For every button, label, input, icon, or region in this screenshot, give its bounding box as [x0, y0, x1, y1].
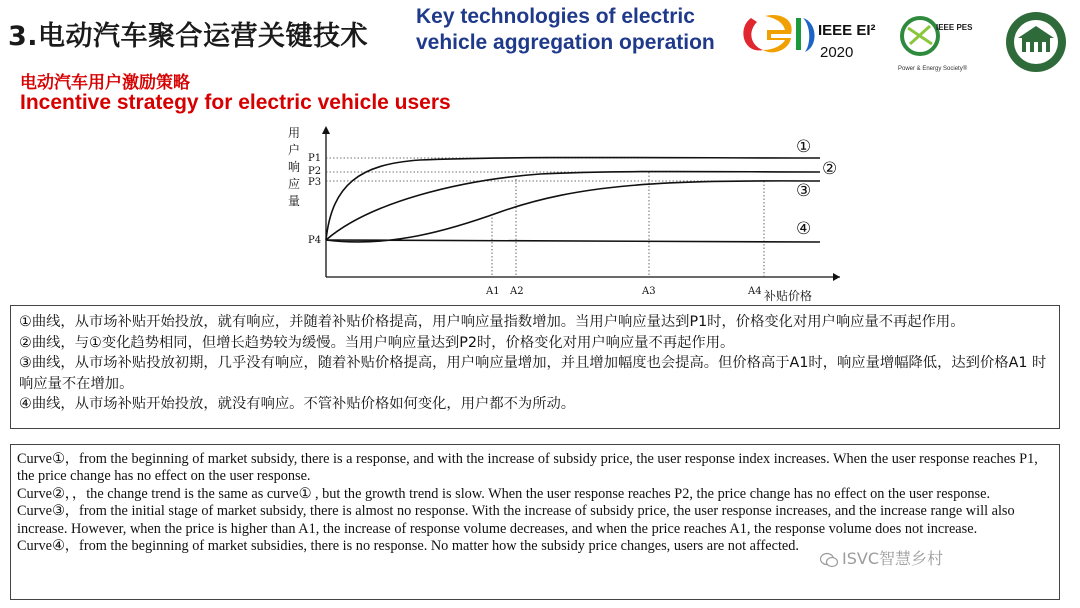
curve-3: [326, 181, 820, 242]
description-cn-curve-4: ④曲线，从市场补贴开始投放，就没有响应。不管补贴价格如何变化，用户都不为所动。: [19, 396, 576, 412]
section-title-cn: 电动汽车用户激励策略: [20, 73, 190, 93]
ieee-ei-logo-text: IEEE EI²: [818, 22, 876, 39]
description-en-curve-4: Curve④，from the beginning of market subsidies, there is no response. No matter how the subsidy price changes, users are not affected.: [17, 538, 799, 555]
y-tick-p1: P1: [308, 153, 322, 164]
ieee-pes-logo: [896, 10, 986, 74]
ieee-ei-logo: [741, 10, 819, 58]
watermark: [820, 546, 943, 569]
section-title-en: Incentive strategy for electric vehicle users: [20, 91, 451, 114]
description-cn-curve-2: ②曲线，与①变化趋势相同，但增长趋势较为缓慢。当用户响应量达到P2时，价格变化对用户响应量不再起作用。: [19, 334, 735, 351]
description-cn-curve-1: ①曲线，从市场补贴开始投放，就有响应，并随着补贴价格提高，用户响应量指数增加。当用户响应量达到P1时，价格变化对用户响应量不再起作用。: [19, 314, 965, 330]
description-box-cn: [10, 305, 1060, 429]
x-tick-a1: A1: [486, 286, 500, 297]
pes-ieee-text: IEEE PES: [936, 23, 973, 32]
description-en-curve-3: Curve③，from the initial stage of market subsidy, there is almost no response. With the increase of subsidy price, the user response increases, and the increase range will also increase. However, when the price is higher than A1, the increase of response volume decreases, and when the price reaches A1, the response volume does not increase.: [17, 503, 1015, 537]
ieee-ei-year: 2020: [820, 44, 854, 61]
pes-society-text: Power & Energy Society®: [898, 66, 968, 72]
curve-1: [326, 158, 820, 241]
x-axis-label: 补贴价格: [764, 289, 813, 303]
description-en-curve-1: Curve①，from the beginning of market subsidy, there is a response, and with the increase of subsidy price, the user response index increases. When the user response reaches P1, the price change has no effect on the user response.: [17, 451, 1038, 485]
curve-2-label: ②: [822, 159, 838, 179]
description-en-curve-2: Curve②，，the change trend is the same as curve① , but the growth trend is slow. When the user response reaches P2, the price change has no effect on the user response.: [17, 485, 991, 502]
y-tick-p4: P4: [308, 235, 322, 246]
curve-1-label: ①: [796, 137, 812, 157]
y-tick-p3: P3: [308, 177, 322, 188]
curve-4-label: ④: [796, 219, 812, 239]
response-curve-chart: [280, 122, 860, 304]
wechat-icon: [820, 552, 838, 568]
x-axis-arrow: [833, 273, 840, 281]
x-tick-a2: A2: [510, 286, 524, 297]
page-title-cn: 3.电动汽车聚合运营关键技术: [8, 21, 369, 52]
curve-4: [326, 240, 820, 242]
description-cn-curve-3: ③曲线，从市场补贴投放初期，几乎没有响应，随着补贴价格提高，用户响应量增加，并且增加幅度也会提高。但价格高于A1时，响应量增幅降低，达到价格A1 时响应量不在增加。: [19, 355, 1047, 392]
y-axis-arrow: [322, 126, 330, 134]
watermark-text: ISVC智慧乡村: [842, 549, 943, 568]
x-tick-a4: A4: [748, 286, 762, 297]
y-axis-label: 用 户 响 应 量: [288, 126, 301, 208]
university-crest-logo: [1004, 10, 1068, 74]
x-tick-a3: A3: [642, 286, 656, 297]
description-box-en: [10, 444, 1060, 600]
y-tick-p2: P2: [308, 166, 322, 177]
page-title-en: Key technologies of electric vehicle aggregation operation: [416, 5, 715, 54]
curve-3-label: ③: [796, 181, 812, 201]
